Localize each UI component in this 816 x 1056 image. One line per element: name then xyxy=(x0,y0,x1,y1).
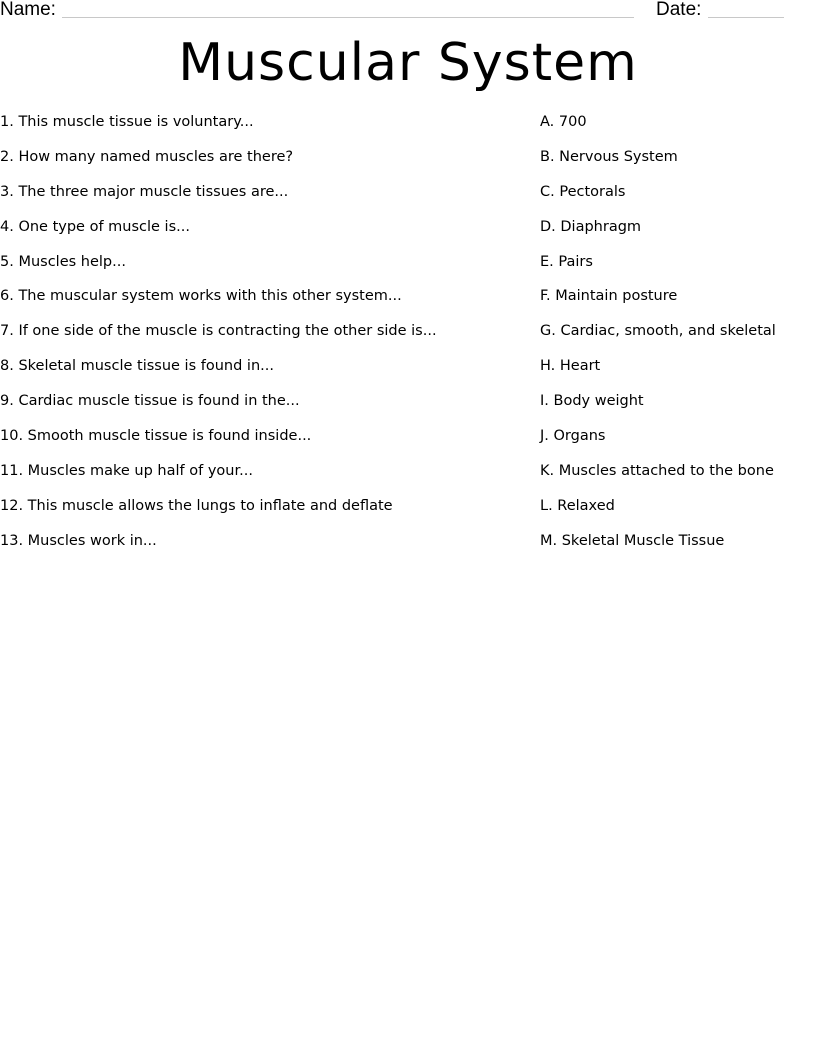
date-field[interactable] xyxy=(708,17,784,18)
answer-item: M. Skeletal Muscle Tissue xyxy=(540,532,725,549)
question-item: 13. Muscles work in... xyxy=(0,532,157,549)
question-item: 12. This muscle allows the lungs to inflate and deflate xyxy=(0,497,393,514)
answer-item: F. Maintain posture xyxy=(540,288,678,305)
name-field[interactable] xyxy=(62,17,634,18)
answer-item: D. Diaphragm xyxy=(540,218,642,235)
page-title: Muscular System xyxy=(178,33,638,93)
question-item: 9. Cardiac muscle tissue is found in the... xyxy=(0,393,300,410)
answer-item: L. Relaxed xyxy=(540,497,615,514)
answer-list xyxy=(540,111,816,565)
question-item: 6. The muscular system works with this other system... xyxy=(0,288,402,305)
question-list xyxy=(0,111,520,565)
question-item: 4. One type of muscle is... xyxy=(0,218,190,235)
answer-item: K. Muscles attached to the bone xyxy=(540,462,774,479)
question-item: 5. Muscles help... xyxy=(0,253,126,270)
answer-item: A. 700 xyxy=(540,114,587,130)
answer-item: H. Heart xyxy=(540,358,601,375)
question-item: 8. Skeletal muscle tissue is found in... xyxy=(0,358,274,375)
answer-item: B. Nervous System xyxy=(540,148,678,165)
worksheet-header xyxy=(0,0,816,22)
question-item: 3. The three major muscle tissues are... xyxy=(0,183,289,200)
date-label: Date: xyxy=(656,0,702,20)
answer-item: C. Pectorals xyxy=(540,183,626,200)
question-item: 1. This muscle tissue is voluntary... xyxy=(0,114,254,130)
question-item: 10. Smooth muscle tissue is found inside... xyxy=(0,428,312,445)
answer-item: I. Body weight xyxy=(540,393,644,410)
question-item: 11. Muscles make up half of your... xyxy=(0,462,253,479)
name-label: Name: xyxy=(0,0,56,20)
question-item: 2. How many named muscles are there? xyxy=(0,148,294,165)
answer-item: E. Pairs xyxy=(540,253,593,270)
question-item: 7. If one side of the muscle is contracting the other side is... xyxy=(0,323,437,340)
answer-item: G. Cardiac, smooth, and skeletal xyxy=(540,323,776,340)
answer-item: J. Organs xyxy=(540,428,606,445)
